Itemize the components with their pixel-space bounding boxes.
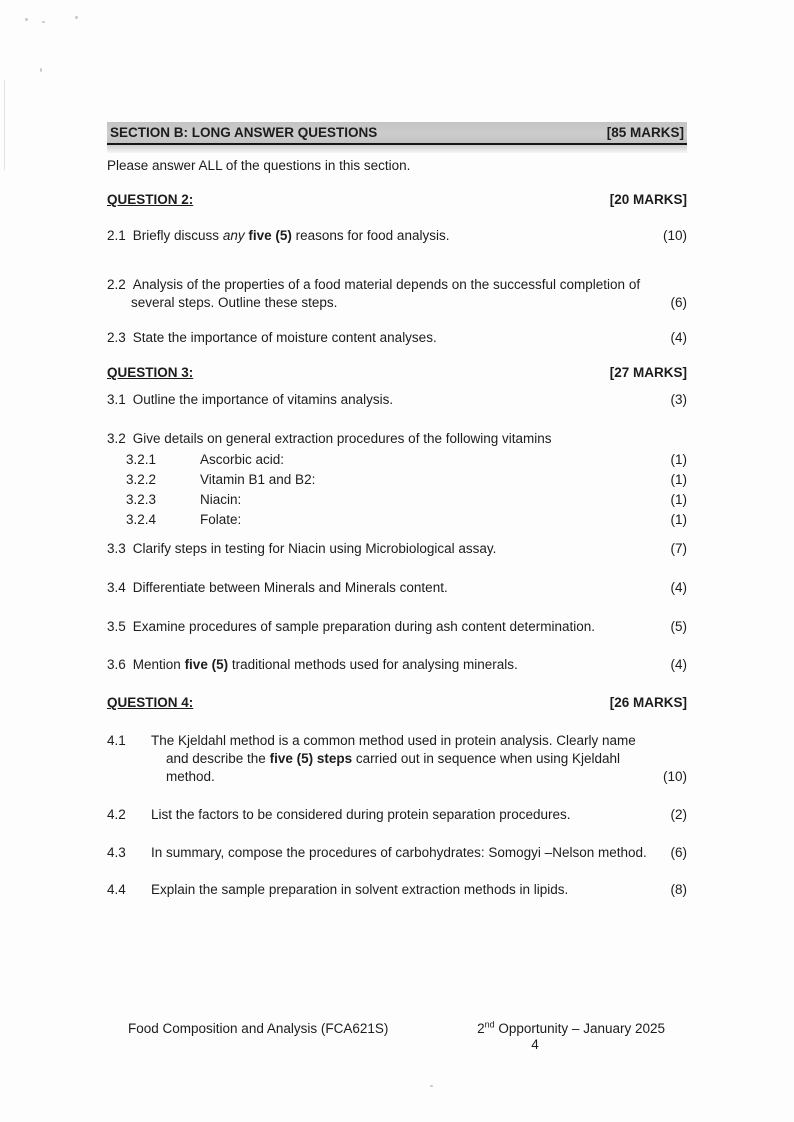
item-text: 2.3 State the importance of moisture content analyses. <box>107 330 437 345</box>
question-item-4.1 <box>107 732 687 786</box>
question-item-3.6 <box>107 656 687 674</box>
subitem-3.2.2 <box>107 470 687 490</box>
subitem-3.2.1 <box>107 450 687 470</box>
question-heading-title: QUESTION 2: <box>107 192 194 207</box>
subitem-label: Ascorbic acid: <box>200 452 285 467</box>
scan-speck <box>40 68 42 72</box>
page-number: 4 <box>531 1037 539 1052</box>
subitem-marks: (1) <box>670 472 687 487</box>
question-item-4.2 <box>107 806 687 824</box>
section-title: SECTION B: LONG ANSWER QUESTIONS <box>110 125 378 140</box>
item-marks: (8) <box>670 882 687 897</box>
subitem-list <box>107 450 687 530</box>
item-marks: (4) <box>670 580 687 595</box>
footer-course: Food Composition and Analysis (FCA621S) <box>128 1021 389 1036</box>
item-text: In summary, compose the procedures of carbohydrates: Somogyi –Nelson method. <box>151 845 647 860</box>
question-item-4.4 <box>107 881 687 899</box>
scan-speck <box>430 1085 433 1087</box>
item-marks: (7) <box>670 541 687 556</box>
subitem-3.2.3 <box>107 490 687 510</box>
item-number: 4.2 <box>107 807 126 822</box>
item-number: 3.6 <box>107 657 126 672</box>
question-heading-marks: [20 MARKS] <box>609 192 687 207</box>
section-header-shadow <box>107 145 687 153</box>
question-item-2.2 <box>107 276 687 312</box>
subitem-3.2.4 <box>107 510 687 530</box>
item-number: 4.4 <box>107 882 126 897</box>
item-text: List the factors to be considered during protein separation procedures. <box>151 807 571 822</box>
item-marks: (6) <box>670 845 687 860</box>
item-text: 3.4 Differentiate between Minerals and Minerals content. <box>107 580 448 595</box>
item-number: 2.2 <box>107 277 126 292</box>
item-text: 3.3 Clarify steps in testing for Niacin using Microbiological assay. <box>107 541 497 556</box>
item-marks: (4) <box>670 330 687 345</box>
question-item-3.1 <box>107 391 687 409</box>
page-footer <box>128 1020 665 1037</box>
subitem-marks: (1) <box>670 492 687 507</box>
subitem-label: Vitamin B1 and B2: <box>200 472 316 487</box>
item-number: 3.2 <box>107 431 126 446</box>
item-text: 3.6 Mention five (5) traditional methods used for analysing minerals. <box>107 657 518 672</box>
question-item-2.3 <box>107 329 687 347</box>
item-marks: (3) <box>670 392 687 407</box>
item-marks: (2) <box>670 807 687 822</box>
question-heading-title: QUESTION 3: <box>107 365 194 380</box>
question-item-3.3 <box>107 540 687 558</box>
question-3-heading <box>107 364 687 382</box>
item-number: 2.1 <box>107 228 126 243</box>
scan-speck <box>25 18 28 21</box>
question-item-3.5 <box>107 618 687 636</box>
item-text: 2.1 Briefly discuss any five (5) reasons for food analysis. <box>107 228 450 243</box>
scan-speck <box>4 80 5 170</box>
item-text: 3.1 Outline the importance of vitamins analysis. <box>107 392 394 407</box>
subitem-number: 3.2.2 <box>126 472 157 487</box>
subitem-label: Niacin: <box>200 492 242 507</box>
scan-speck <box>75 16 78 19</box>
subitem-number: 3.2.3 <box>126 492 157 507</box>
item-text: 2.2 Analysis of the properties of a food material depends on the successful completion of several steps. Outline these steps. <box>107 277 641 310</box>
footer-session: 2nd Opportunity – January 2025 <box>477 1019 665 1036</box>
section-header <box>107 122 687 145</box>
subitem-label: Folate: <box>200 512 242 527</box>
item-number: 4.1 <box>107 733 126 748</box>
section-instruction: Please answer ALL of the questions in this section. <box>107 158 411 173</box>
question-heading-title: QUESTION 4: <box>107 695 194 710</box>
item-text: 3.5 Examine procedures of sample preparation during ash content determination. <box>107 619 596 634</box>
item-marks: (5) <box>670 619 687 634</box>
item-number: 4.3 <box>107 845 126 860</box>
subitem-number: 3.2.1 <box>126 452 157 467</box>
scan-speck <box>42 21 45 23</box>
item-text: 3.2 Give details on general extraction procedures of the following vitamins <box>107 431 552 446</box>
item-text: The Kjeldahl method is a common method used in protein analysis. Clearly name and describe the five (5) steps carried out in sequence when using Kjeldahl method. <box>151 733 636 784</box>
item-marks: (10) <box>662 228 687 243</box>
item-number: 3.3 <box>107 541 126 556</box>
item-marks: (6) <box>670 295 687 310</box>
subitem-marks: (1) <box>670 452 687 467</box>
question-item-3.4 <box>107 579 687 597</box>
question-heading-marks: [26 MARKS] <box>609 695 687 710</box>
question-heading-marks: [27 MARKS] <box>609 365 687 380</box>
question-4-heading <box>107 694 687 712</box>
question-2-heading <box>107 191 687 209</box>
item-number: 3.5 <box>107 619 126 634</box>
section-marks: [85 MARKS] <box>606 125 684 140</box>
question-item-3.2 <box>107 430 687 448</box>
item-number: 3.4 <box>107 580 126 595</box>
item-text: Explain the sample preparation in solvent extraction methods in lipids. <box>151 882 569 897</box>
subitem-number: 3.2.4 <box>126 512 157 527</box>
question-item-4.3 <box>107 844 687 862</box>
item-marks: (4) <box>670 657 687 672</box>
page-content <box>107 122 687 899</box>
item-number: 2.3 <box>107 330 126 345</box>
question-item-2.1 <box>107 227 687 245</box>
item-number: 3.1 <box>107 392 126 407</box>
subitem-marks: (1) <box>670 512 687 527</box>
item-marks: (10) <box>662 769 687 784</box>
